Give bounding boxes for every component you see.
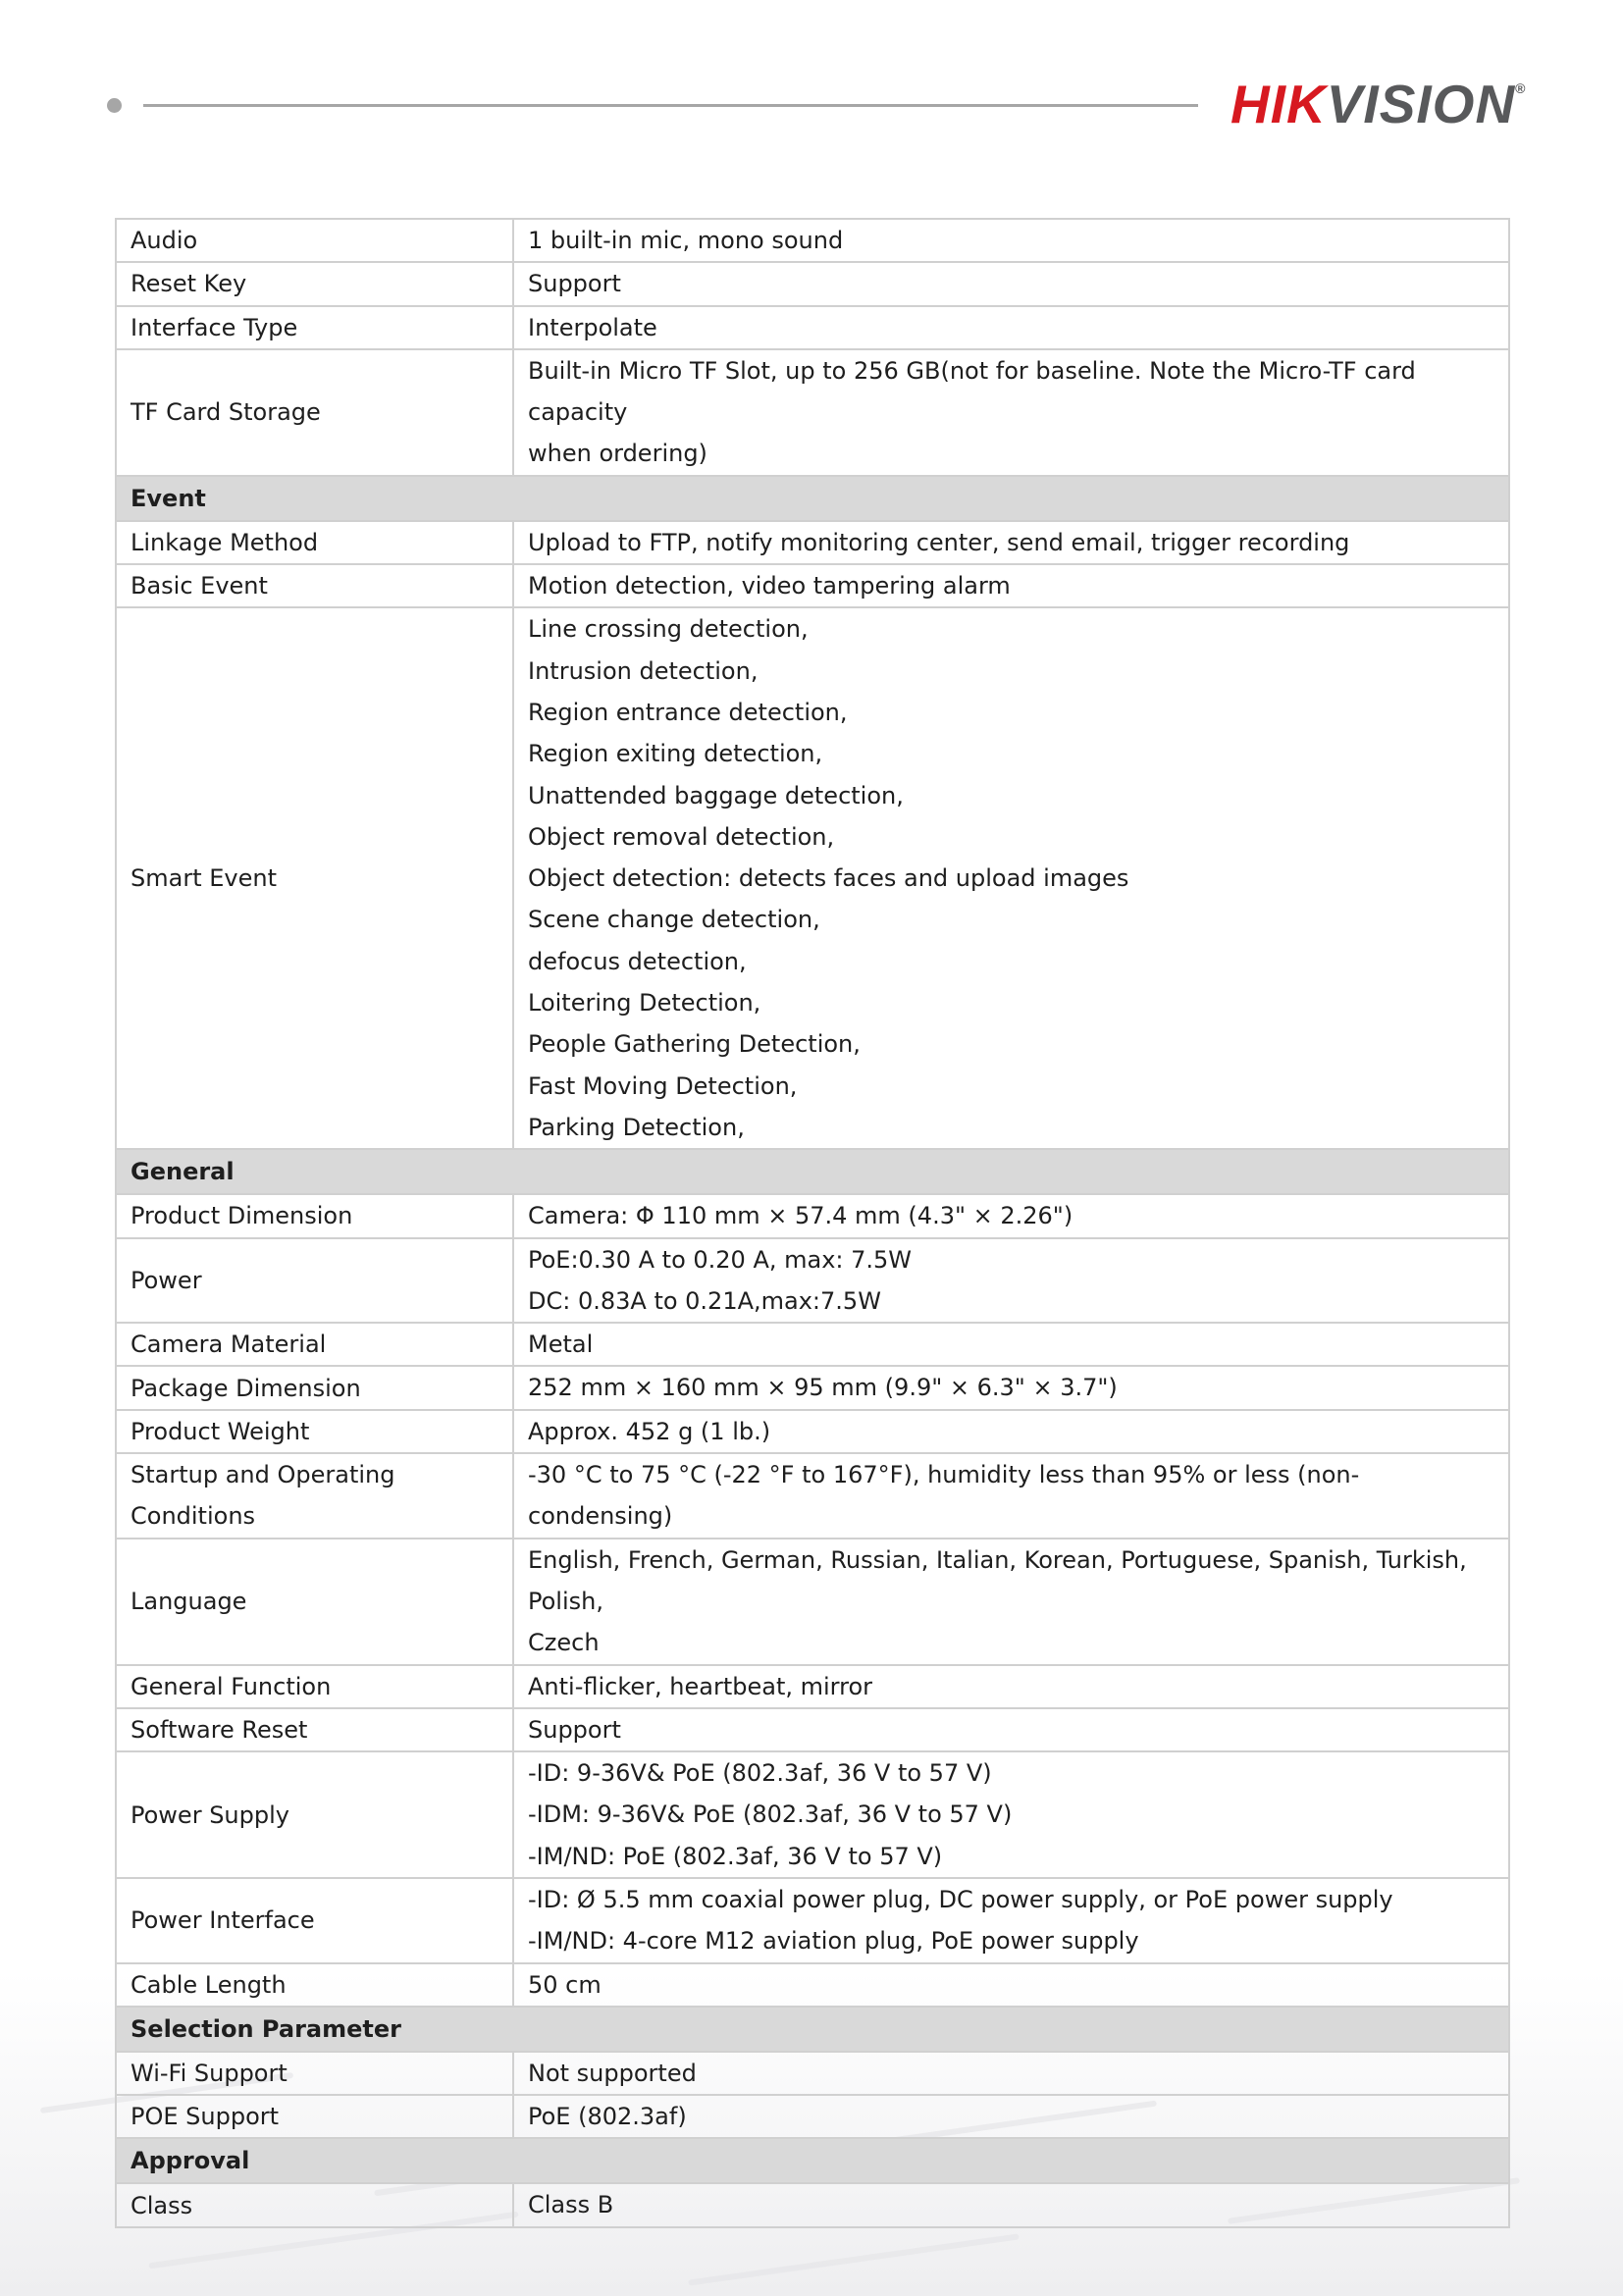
section-header-row	[116, 2138, 1509, 2183]
spec-label: Product Weight	[116, 1410, 513, 1453]
spec-value	[513, 1194, 1509, 1237]
spec-value-line: defocus detection,	[528, 947, 747, 975]
spec-value	[513, 2095, 1509, 2138]
spec-label: Audio	[116, 219, 513, 262]
section-header-row	[116, 476, 1509, 521]
spec-value-line: 50 cm	[528, 1970, 602, 1999]
spec-label: Linkage Method	[116, 521, 513, 564]
spec-label: Basic Event	[116, 564, 513, 607]
spec-label-line: Conditions	[131, 1502, 256, 1531]
table-row	[116, 521, 1509, 564]
spec-label: Interface Type	[116, 306, 513, 349]
spec-value-line: Scene change detection,	[528, 906, 820, 934]
hikvision-logo: HIKVISION®	[1230, 74, 1527, 134]
table-row	[116, 1323, 1509, 1366]
table-row	[116, 607, 1509, 1149]
spec-value-line: Region entrance detection,	[528, 698, 848, 726]
spec-value-line: Not supported	[528, 2059, 697, 2087]
spec-label: Camera Material	[116, 1323, 513, 1366]
table-row	[116, 306, 1509, 349]
spec-label: Software Reset	[116, 1708, 513, 1751]
spec-value-line: Camera: Φ 110 mm × 57.4 mm (4.3" × 2.26")	[528, 1202, 1073, 1230]
spec-value	[513, 1453, 1509, 1539]
table-row	[116, 219, 1509, 262]
spec-label: Package Dimension	[116, 1366, 513, 1409]
table-row	[116, 262, 1509, 305]
spec-value-line: Motion detection, video tampering alarm	[528, 572, 1011, 600]
spec-value-line: Unattended baggage detection,	[528, 781, 904, 809]
section-header-row	[116, 2007, 1509, 2052]
spec-value-line: -ID: Ø 5.5 mm coaxial power plug, DC power supply, or PoE power supply	[528, 1885, 1393, 1913]
spec-value-line: -30 °C to 75 °C (-22 °F to 167°F), humidity less than 95% or less (non-condensing)	[528, 1461, 1360, 1531]
spec-value-line: Fast Moving Detection,	[528, 1071, 798, 1100]
spec-value-line: Support	[528, 270, 621, 298]
spec-value	[513, 349, 1509, 476]
spec-value	[513, 1238, 1509, 1324]
spec-label-line: Startup and Operating	[131, 1461, 395, 1489]
spec-label: Power	[116, 1238, 513, 1324]
spec-value-line: Interpolate	[528, 313, 657, 341]
spec-value	[513, 607, 1509, 1149]
spec-value-line: 252 mm × 160 mm × 95 mm (9.9" × 6.3" × 3.7")	[528, 1374, 1118, 1402]
section-title: Event	[116, 476, 1509, 521]
spec-value-line: People Gathering Detection,	[528, 1030, 861, 1059]
table-row	[116, 564, 1509, 607]
table-row	[116, 349, 1509, 476]
specification-table	[115, 218, 1510, 2228]
spec-value	[513, 1751, 1509, 1878]
spec-value-line: 1 built-in mic, mono sound	[528, 227, 844, 254]
spec-label: POE Support	[116, 2095, 513, 2138]
spec-value-line: Support	[528, 1715, 621, 1744]
spec-value-line: PoE:0.30 A to 0.20 A, max: 7.5W	[528, 1245, 913, 1274]
spec-value-line: -ID: 9-36V& PoE (802.3af, 36 V to 57 V)	[528, 1759, 992, 1788]
spec-value	[513, 2183, 1509, 2226]
section-title: Approval	[116, 2138, 1509, 2183]
spec-label: TF Card Storage	[116, 349, 513, 476]
table-row	[116, 1963, 1509, 2007]
spec-value-line: when ordering)	[528, 440, 707, 468]
spec-value	[513, 262, 1509, 305]
section-title: Selection Parameter	[116, 2007, 1509, 2052]
table-row	[116, 1708, 1509, 1751]
table-row	[116, 1194, 1509, 1237]
spec-value	[513, 1539, 1509, 1665]
table-row	[116, 1453, 1509, 1539]
table-row	[116, 1665, 1509, 1708]
spec-label: Language	[116, 1539, 513, 1665]
spec-value	[513, 1963, 1509, 2007]
spec-label: Class	[116, 2183, 513, 2226]
spec-value-line: DC: 0.83A to 0.21A,max:7.5W	[528, 1286, 881, 1315]
spec-label: Power Supply	[116, 1751, 513, 1878]
table-row	[116, 2052, 1509, 2095]
spec-value	[513, 219, 1509, 262]
table-row	[116, 1539, 1509, 1665]
spec-value-line: English, French, German, Russian, Italian, Korean, Portuguese, Spanish, Turkish, Polish,	[528, 1545, 1467, 1615]
spec-value-line: Intrusion detection,	[528, 656, 759, 685]
spec-value-line: Region exiting detection,	[528, 740, 823, 768]
spec-value-line: Metal	[528, 1331, 594, 1359]
spec-value	[513, 1366, 1509, 1409]
section-header-row	[116, 1149, 1509, 1194]
spec-value	[513, 306, 1509, 349]
spec-value	[513, 1323, 1509, 1366]
spec-value-line: -IDM: 9-36V& PoE (802.3af, 36 V to 57 V)	[528, 1800, 1013, 1829]
spec-label: General Function	[116, 1665, 513, 1708]
spec-value	[513, 521, 1509, 564]
spec-value-line: Czech	[528, 1629, 600, 1657]
spec-value-line: Anti-flicker, heartbeat, mirror	[528, 1672, 872, 1700]
table-row	[116, 1410, 1509, 1453]
table-row	[116, 1751, 1509, 1878]
spec-label: Smart Event	[116, 607, 513, 1149]
spec-value-line: Loitering Detection,	[528, 989, 761, 1018]
spec-value-line: Built-in Micro TF Slot, up to 256 GB(not for baseline. Note the Micro-TF card capacity	[528, 356, 1416, 427]
spec-value-line: Approx. 452 g (1 lb.)	[528, 1417, 771, 1445]
section-title: General	[116, 1149, 1509, 1194]
spec-value	[513, 1708, 1509, 1751]
table-row	[116, 2183, 1509, 2226]
spec-value	[513, 1665, 1509, 1708]
spec-label: Reset Key	[116, 262, 513, 305]
spec-label: Cable Length	[116, 1963, 513, 2007]
spec-value-line: Upload to FTP, notify monitoring center, send email, trigger recording	[528, 528, 1350, 556]
spec-label	[116, 1453, 513, 1539]
spec-label: Product Dimension	[116, 1194, 513, 1237]
spec-value	[513, 1410, 1509, 1453]
spec-label: Power Interface	[116, 1878, 513, 1963]
header-rule	[143, 104, 1198, 107]
spec-value	[513, 2052, 1509, 2095]
spec-value	[513, 564, 1509, 607]
spec-value-line: PoE (802.3af)	[528, 2103, 687, 2131]
table-row	[116, 1878, 1509, 1963]
spec-value-line: -IM/ND: PoE (802.3af, 36 V to 57 V)	[528, 1842, 943, 1870]
spec-value-line: Class B	[528, 2191, 614, 2219]
spec-value-line: Parking Detection,	[528, 1113, 745, 1141]
spec-value-line: Line crossing detection,	[528, 615, 809, 644]
spec-value-line: Object removal detection,	[528, 822, 835, 851]
table-row	[116, 2095, 1509, 2138]
spec-value	[513, 1878, 1509, 1963]
table-row	[116, 1366, 1509, 1409]
table-row	[116, 1238, 1509, 1324]
spec-value-line: Object detection: detects faces and upload images	[528, 864, 1129, 893]
spec-label: Wi-Fi Support	[116, 2052, 513, 2095]
header-dot	[107, 98, 122, 113]
spec-value-line: -IM/ND: 4-core M12 aviation plug, PoE power supply	[528, 1927, 1139, 1956]
